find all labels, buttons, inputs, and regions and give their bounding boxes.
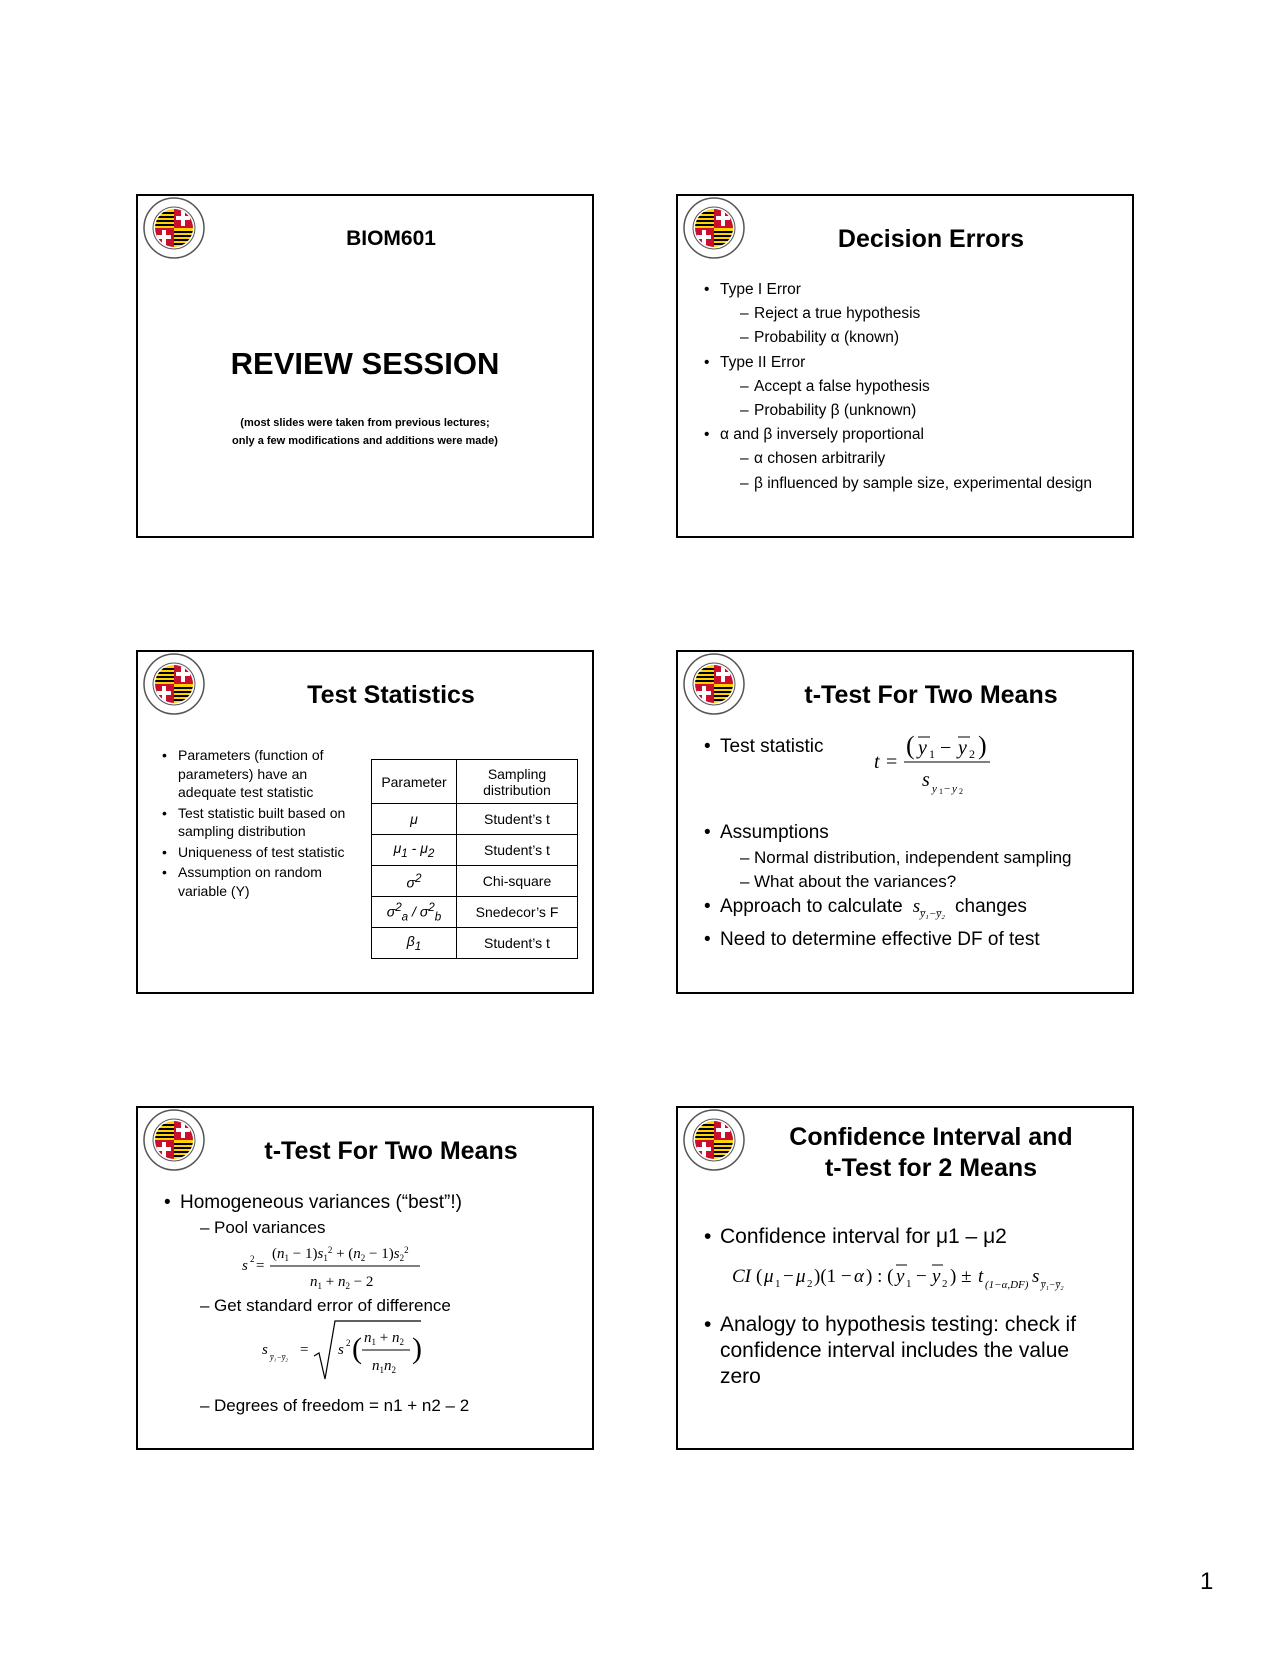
- svg-text:2: 2: [807, 1278, 813, 1290]
- svg-text:): ): [978, 731, 987, 760]
- svg-text:(1−α,DF): (1−α,DF): [985, 1279, 1029, 1291]
- bullet-item: • Parameters (function of parameters) have an adequate test statistic: [160, 746, 350, 802]
- bullet-item: • Need to determine effective DF of test: [702, 927, 1072, 953]
- svg-text:2: 2: [250, 1254, 255, 1264]
- bullet-item: • Type II Error – Accept a false hypothesis – Probability β (unknown): [702, 351, 1092, 424]
- svg-text:y: y: [918, 737, 927, 759]
- svg-text:−: −: [783, 1266, 794, 1287]
- table-row: [372, 928, 578, 959]
- sub-bullet-item: – α chosen arbitrarily: [740, 447, 1092, 471]
- bullet-list: [160, 746, 350, 902]
- svg-text:s: s: [922, 769, 930, 791]
- svg-text:1: 1: [906, 1278, 912, 1290]
- svg-text:−: −: [940, 737, 952, 759]
- table-header-row: [372, 760, 578, 804]
- sub-bullet-item: – Probability α (known): [740, 326, 1092, 350]
- t-statistic-formula: [874, 728, 1004, 800]
- slide-decision-errors: [676, 194, 1134, 538]
- svg-text:t: t: [874, 751, 880, 773]
- bullet-item: • Test statistic: [702, 736, 823, 758]
- university-seal-icon: [142, 196, 206, 260]
- distribution-cell: Chi-square: [457, 866, 578, 897]
- review-session-heading: REVIEW SESSION: [230, 346, 500, 381]
- table-row: [372, 804, 578, 835]
- svg-text:n1n2: $n_1n_2$: [372, 1358, 396, 1375]
- svg-text:=: =: [300, 1342, 309, 1358]
- svg-text:y: y: [932, 783, 937, 795]
- svg-text:(n1 − 1)s12 + (n2 − 1)s22: $(n_1 - 1)s_1^2 + (n_2 - 1)s_2^2$: [272, 1245, 409, 1263]
- svg-text:): ): [412, 1332, 422, 1365]
- bullet-item: • Homogeneous variances (“best”!) – Pool variances: [162, 1190, 469, 1240]
- distribution-cell: Snedecor’s F: [457, 897, 578, 928]
- svg-text:1: 1: [775, 1278, 781, 1290]
- slide-title: BIOM601: [346, 227, 436, 250]
- slide-test-statistics: [136, 650, 594, 994]
- university-seal-icon: [682, 196, 746, 260]
- bullet-list: [702, 1224, 1112, 1390]
- bullet-item: • Assumption on random variable (Y): [160, 863, 350, 900]
- svg-text:(: (: [756, 1266, 763, 1287]
- svg-text:−: −: [916, 1266, 927, 1287]
- svg-text:s: s: [262, 1342, 268, 1358]
- sub-bullet-item: – Degrees of freedom = n1 + n2 – 2: [200, 1394, 469, 1418]
- university-seal-icon: [682, 652, 746, 716]
- slide-title: t-Test For Two Means: [264, 1137, 518, 1165]
- table-row: [372, 866, 578, 897]
- note-line: only a few modifications and additions were made): [232, 435, 498, 447]
- sub-bullet-item: – Normal distribution, independent sampling: [740, 846, 1072, 870]
- svg-text:y: y: [958, 737, 967, 759]
- university-seal-icon: [682, 1108, 746, 1172]
- bullet-item: • Assumptions – Normal distribution, independent sampling – What about the variances?: [702, 820, 1072, 894]
- slide-title: [738, 1122, 1124, 1184]
- university-seal-icon: [142, 652, 206, 716]
- table-row: [372, 835, 578, 866]
- svg-text:2: 2: [959, 787, 963, 796]
- svg-text:t: t: [978, 1266, 984, 1287]
- parameter-table: [371, 759, 578, 959]
- header-cell: Parameter: [372, 760, 457, 804]
- bullet-list: [702, 820, 1072, 953]
- standard-error-formula: [262, 1318, 432, 1388]
- svg-text:s: s: [338, 1342, 344, 1358]
- header-cell: Sampling distribution: [457, 760, 578, 804]
- svg-text:μ: μ: [764, 1266, 774, 1287]
- sub-bullet-item: – Pool variances: [200, 1216, 469, 1240]
- svg-text:)(1 −: )(1 −: [814, 1266, 852, 1287]
- bullet-item: • α and β inversely proportional – α chosen arbitrarily – β influenced by sample size, experimental design: [702, 423, 1092, 496]
- pooled-variance-formula: [242, 1240, 442, 1294]
- bullet-list: [702, 278, 1092, 496]
- svg-text:n1 + n2 − 2: $n_1 + n_2 - 2$: [310, 1274, 374, 1291]
- confidence-interval-formula: [732, 1258, 1112, 1298]
- distribution-cell: Student’s t: [457, 835, 578, 866]
- bullet-item: • Test statistic built based on sampling distribution: [160, 804, 350, 841]
- bullet-item: • Analogy to hypothesis testing: check if confidence interval includes the value zero: [702, 1312, 1112, 1390]
- svg-text:1: 1: [929, 747, 935, 761]
- table-row: [372, 897, 578, 928]
- bullet-item: • Uniqueness of test statistic: [160, 843, 350, 862]
- svg-text:s: s: [1032, 1266, 1040, 1287]
- slide-review-session: [136, 194, 594, 538]
- svg-text:y: y: [952, 783, 957, 795]
- svg-text:y̅₁−y̅₂: y̅₁−y̅₂: [1041, 1280, 1064, 1291]
- slide-t-test-two-means-pooled: [136, 1106, 594, 1450]
- svg-text:2: 2: [969, 747, 975, 761]
- bullet-list: [162, 1190, 469, 1418]
- slide-t-test-two-means: [676, 650, 1134, 994]
- svg-text:) : (: ) : (: [866, 1266, 894, 1287]
- svg-text:(: (: [352, 1332, 362, 1365]
- slide-confidence-interval: [676, 1106, 1134, 1450]
- svg-text:y: y: [896, 1266, 905, 1287]
- title-line: t-Test for 2 Means: [824, 1154, 1038, 1182]
- parameter-cell: $\beta_1$: [372, 928, 457, 959]
- svg-text:n1 + n2: $n_1 + n_2$: [364, 1330, 404, 1347]
- svg-text:α: α: [854, 1266, 864, 1287]
- svg-text:s: s: [242, 1258, 248, 1274]
- svg-text:) ±: ) ±: [950, 1266, 972, 1287]
- svg-text:y̅₁−y̅₂: y̅₁−y̅₂: [270, 1353, 289, 1362]
- parameter-cell: $\mu_1 - \mu_2$: [372, 835, 457, 866]
- bullet-item: • Confidence interval for μ1 – μ2: [702, 1224, 1112, 1250]
- svg-text:=: =: [886, 751, 898, 773]
- standard-error-symbol: $s_{y̅_1-y̅_2}$: [908, 896, 946, 920]
- slide-note: [138, 414, 592, 450]
- parameter-cell: $\sigma^2_a / \sigma^2_b$: [372, 897, 457, 928]
- bullet-item: • Type I Error – Reject a true hypothesis – Probability α (known): [702, 278, 1092, 351]
- sub-bullet-item: – Get standard error of difference: [200, 1294, 469, 1318]
- svg-text:=: =: [256, 1258, 265, 1274]
- sub-bullet-item: – β influenced by sample size, experimental design: [740, 472, 1092, 496]
- svg-text:(: (: [906, 731, 915, 760]
- sub-bullet-item: – What about the variances?: [740, 870, 1072, 894]
- distribution-cell: Student’s t: [457, 928, 578, 959]
- svg-text:μ: μ: [796, 1266, 806, 1287]
- svg-text:y: y: [932, 1266, 941, 1287]
- svg-text:−: −: [944, 783, 951, 795]
- slide-title: t-Test For Two Means: [804, 681, 1058, 709]
- sub-bullet-item: – Accept a false hypothesis: [740, 375, 1092, 399]
- svg-text:2: 2: [942, 1278, 948, 1290]
- svg-text:1: 1: [939, 787, 943, 796]
- parameter-cell: $\sigma^2$: [372, 866, 457, 897]
- bullet-list: [702, 736, 823, 758]
- parameter-cell: μ: [372, 804, 457, 835]
- title-line: Confidence Interval and: [789, 1123, 1073, 1151]
- sub-bullet-item: – Reject a true hypothesis: [740, 302, 1092, 326]
- distribution-cell: Student’s t: [457, 804, 578, 835]
- bullet-item: • Approach to calculate $s_{y̅_1-y̅_2}$ changes: [702, 894, 1072, 927]
- note-line: (most slides were taken from previous lectures;: [240, 417, 490, 429]
- slide-title: Test Statistics: [307, 681, 475, 709]
- university-seal-icon: [142, 1108, 206, 1172]
- slide-title: Decision Errors: [837, 225, 1025, 253]
- sub-bullet-item: – Probability β (unknown): [740, 399, 1092, 423]
- svg-text:CI: CI: [732, 1266, 751, 1287]
- svg-text:2: 2: [346, 1338, 351, 1348]
- page-number: 1: [1200, 1568, 1214, 1595]
